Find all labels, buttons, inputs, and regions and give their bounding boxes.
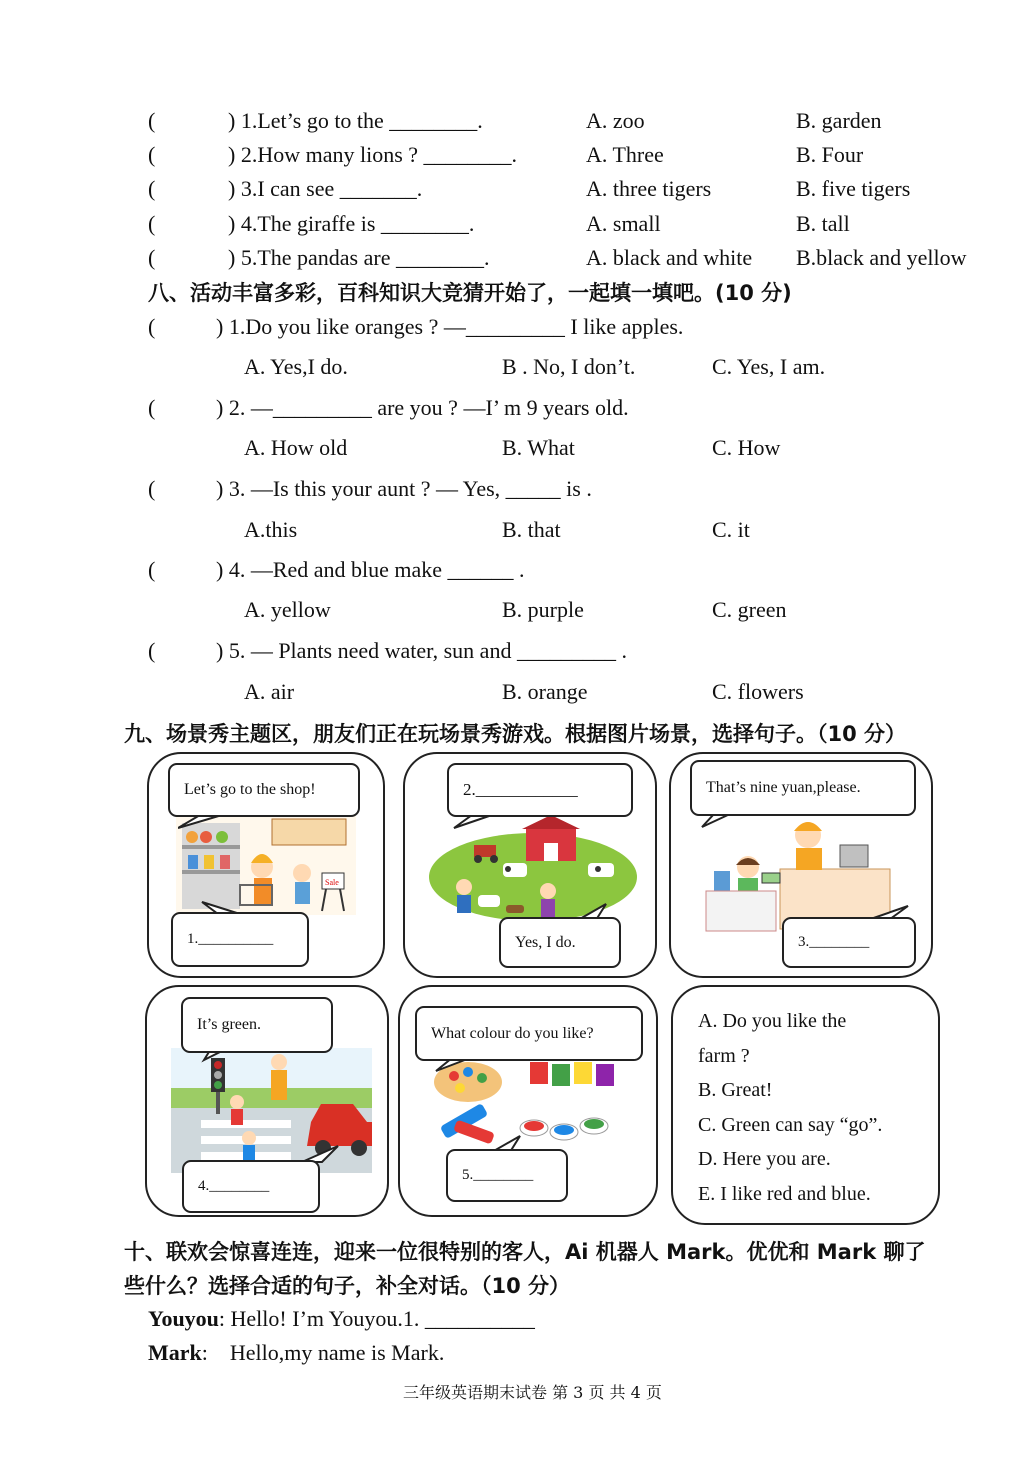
question-stem: ) 1.Let’s go to the ________. — [228, 108, 483, 133]
section-title: 八、活动丰富多彩，百科知识大竞猜开始了，一起填一填吧。(10 分) — [148, 281, 792, 305]
option-a: A. Yes,I do. — [244, 354, 348, 379]
answer-bubble-1: 1.__________ — [171, 912, 309, 967]
option-d: D. Here you are. — [698, 1148, 831, 1170]
option-b: B. orange — [502, 679, 588, 704]
option-a-line1: A. Do you like the — [698, 1010, 847, 1032]
answer-paren: ( — [148, 211, 156, 236]
speaker-name: Youyou — [148, 1306, 219, 1331]
dialogue-line-mark — [148, 1340, 444, 1366]
section-title-line2: 些什么？选择合适的句子，补全对话。（10 分） — [124, 1274, 571, 1298]
option-a: A. air — [244, 679, 295, 704]
option-a: A. Three — [586, 142, 664, 167]
question-stem: ) 4. —Red and blue make ______ . — [216, 557, 525, 582]
option-b: B.black and yellow — [796, 245, 967, 270]
option-b: B. What — [502, 435, 575, 460]
option-a: A. small — [586, 211, 661, 236]
option-b: B. garden — [796, 108, 882, 133]
answer-bubble-5: 5.________ — [446, 1149, 568, 1202]
page-footer: 三年级英语期末试卷 第 3 页 共 4 页 — [403, 1383, 662, 1402]
option-list — [698, 1004, 882, 1211]
option-c: C. Green can say “go”. — [698, 1113, 883, 1136]
question-stem: ) 5. — Plants need water, sun and _________ . — [216, 638, 627, 663]
option-e: E. I like red and blue. — [698, 1182, 871, 1205]
answer-bubble-3: 3.________ — [782, 917, 916, 968]
option-b: B. tall — [796, 211, 850, 236]
question-stem: ) 3.I can see _______. — [228, 176, 423, 201]
sale-sign-label: Sale — [325, 878, 339, 887]
option-a-line2: farm ? — [698, 1044, 750, 1067]
answer-paren: ( — [148, 557, 156, 582]
option-b: B . No, I don’t. — [502, 354, 636, 379]
speech-bubble-top: Let’s go to the shop! — [168, 763, 360, 817]
option-c: C. Yes, I am. — [712, 354, 826, 379]
question-stem: ) 2.How many lions ? ________. — [228, 142, 518, 167]
speaker-name: Mark — [148, 1340, 202, 1365]
option-b: B. that — [502, 517, 561, 542]
option-a: A. yellow — [244, 597, 331, 622]
answer-paren: ( — [148, 314, 156, 339]
dialogue-text: : Hello,my name is Mark. — [201, 1340, 445, 1365]
section-title-line1: 十、联欢会惊喜连连，迎来一位很特别的客人，Ai 机器人 Mark。优优和 Mark 聊了 — [124, 1240, 926, 1264]
option-b: B. Great! — [698, 1079, 773, 1101]
answer-paren: ( — [148, 638, 156, 663]
option-c: C. green — [712, 597, 787, 622]
dialogue-line-youyou — [148, 1306, 535, 1332]
option-a: A. black and white — [586, 245, 753, 270]
speech-bubble-top: What colour do you like? — [415, 1006, 643, 1061]
question-stem: ) 5.The pandas are ________. — [228, 245, 490, 270]
speech-bubble-top: That’s nine yuan,please. — [690, 760, 916, 816]
speech-bubble-bottom: Yes, I do. — [499, 917, 621, 968]
answer-paren: ( — [148, 476, 156, 501]
option-a: A.this — [244, 517, 298, 542]
question-stem: ) 4.The giraffe is ________. — [228, 211, 475, 236]
question-stem: ) 3. —Is this your aunt ? — Yes, _____ is . — [216, 476, 592, 501]
answer-paren: ( — [148, 395, 156, 420]
option-b: B. five tigers — [796, 176, 911, 201]
question-stem: ) 2. —_________ are you ? —I’ m 9 years old. — [216, 395, 629, 420]
speech-bubble-top: It’s green. — [181, 997, 333, 1053]
question-stem: ) 1.Do you like oranges ? —_________ I like apples. — [216, 314, 684, 339]
option-b: B. purple — [502, 597, 584, 622]
option-a: A. three tigers — [586, 176, 712, 201]
answer-bubble-2: 2.____________ — [447, 763, 633, 817]
dialogue-text: : Hello! I’m Youyou.1. __________ — [218, 1306, 535, 1331]
section-title: 九、场景秀主题区，朋友们正在玩场景秀游戏。根据图片场景，选择句子。（10 分） — [124, 722, 907, 746]
answer-paren: ( — [148, 142, 156, 167]
option-a: A. How old — [244, 435, 348, 460]
answer-paren: ( — [148, 245, 156, 270]
option-c: C. flowers — [712, 679, 804, 704]
option-a: A. zoo — [586, 108, 645, 133]
answer-bubble-4: 4.________ — [182, 1160, 320, 1213]
answer-paren: ( — [148, 108, 156, 133]
option-c: C. How — [712, 435, 781, 460]
option-b: B. Four — [796, 142, 864, 167]
answer-paren: ( — [148, 176, 156, 201]
option-c: C. it — [712, 517, 750, 542]
